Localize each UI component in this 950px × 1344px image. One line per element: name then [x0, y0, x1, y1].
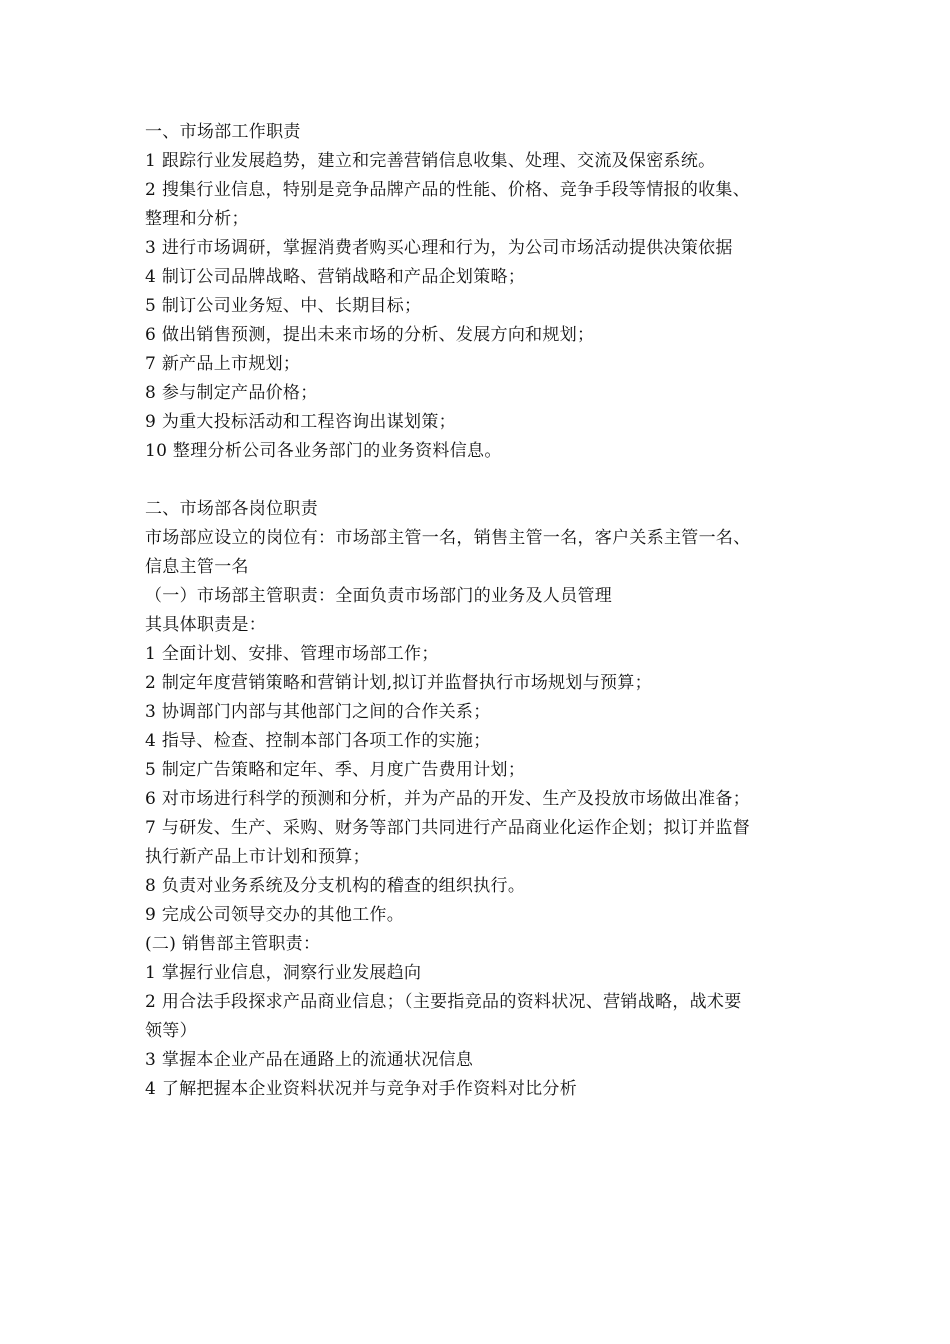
section-1-title: 一、市场部工作职责 — [145, 122, 301, 142]
section-2-line: 7 与研发、生产、采购、财务等部门共同进行产品商业化运作企划；拟订并监督 — [145, 818, 751, 838]
section-1-line: 1 跟踪行业发展趋势，建立和完善营销信息收集、处理、交流及保密系统。 — [145, 151, 716, 171]
section-1-line: 整理和分析； — [145, 209, 249, 229]
section-2-line: 2 用合法手段探求产品商业信息；（主要指竞品的资料状况、营销战略，战术要 — [145, 992, 742, 1012]
section-2-title: 二、市场部各岗位职责 — [145, 499, 318, 519]
section-2-line: 3 协调部门内部与其他部门之间的合作关系； — [145, 702, 491, 722]
section-2-line: 信息主管一名 — [145, 557, 249, 577]
section-2-line: （一）市场部主管职责：全面负责市场部门的业务及人员管理 — [145, 586, 613, 606]
document-body — [145, 118, 817, 1104]
section-2-line: 4 了解把握本企业资料状况并与竞争对手作资料对比分析 — [145, 1079, 578, 1099]
section-2-line: 1 全面计划、安排、管理市场部工作； — [145, 644, 439, 664]
section-2-line: 市场部应设立的岗位有：市场部主管一名，销售主管一名，客户关系主管一名、 — [145, 528, 751, 548]
section-2-line: 6 对市场进行科学的预测和分析，并为产品的开发、生产及投放市场做出准备； — [145, 789, 751, 809]
section-1-line: 10 整理分析公司各业务部门的业务资料信息。 — [145, 441, 502, 461]
section-1-line: 5 制订公司业务短、中、长期目标； — [145, 296, 422, 316]
section-2-line: 3 掌握本企业产品在通路上的流通状况信息 — [145, 1050, 474, 1070]
section-2-line: (二) 销售部主管职责： — [145, 934, 321, 954]
section-2-line: 8 负责对业务系统及分支机构的稽查的组织执行。 — [145, 876, 526, 896]
section-2-line: 领等） — [145, 1021, 197, 1041]
section-1-line: 7 新产品上市规划； — [145, 354, 301, 374]
section-2-line: 其具体职责是： — [145, 615, 267, 635]
section-gap — [145, 466, 817, 495]
section-1-line: 3 进行市场调研，掌握消费者购买心理和行为，为公司市场活动提供决策依据 — [145, 238, 733, 258]
section-2-line: 执行新产品上市计划和预算； — [145, 847, 370, 867]
section-1-line: 4 制订公司品牌战略、营销战略和产品企划策略； — [145, 267, 526, 287]
section-1-line: 9 为重大投标活动和工程咨询出谋划策； — [145, 412, 456, 432]
section-2-line: 1 掌握行业信息，洞察行业发展趋向 — [145, 963, 422, 983]
section-2-line: 5 制定广告策略和定年、季、月度广告费用计划； — [145, 760, 526, 780]
section-2-line: 2 制定年度营销策略和营销计划,拟订并监督执行市场规划与预算； — [145, 673, 652, 693]
section-2-line: 9 完成公司领导交办的其他工作。 — [145, 905, 405, 925]
section-2-line: 4 指导、检查、控制本部门各项工作的实施； — [145, 731, 491, 751]
section-1-line: 2 搜集行业信息，特别是竞争品牌产品的性能、价格、竞争手段等情报的收集、 — [145, 180, 751, 200]
section-1-line: 6 做出销售预测，提出未来市场的分析、发展方向和规划； — [145, 325, 595, 345]
section-1-line: 8 参与制定产品价格； — [145, 383, 318, 403]
